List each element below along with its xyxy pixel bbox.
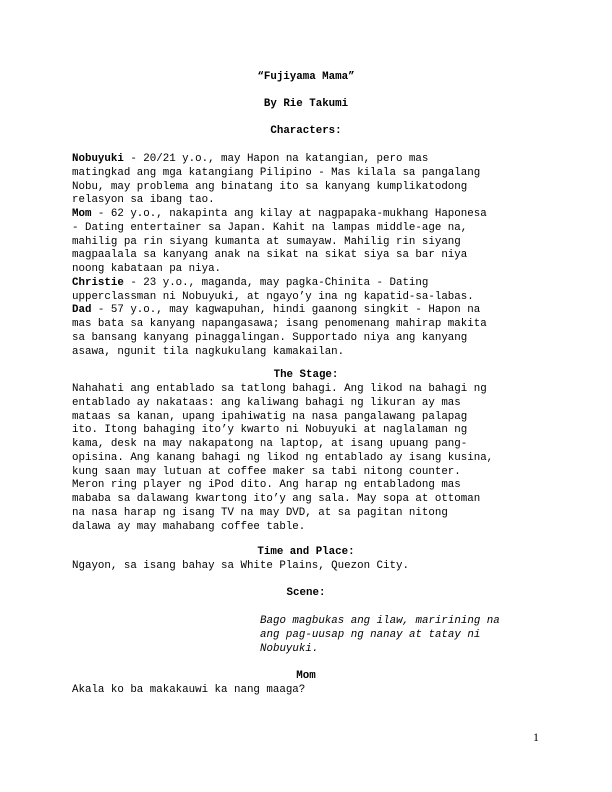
text-line: Nobuyuki - 20/21 y.o., may Hapon na katangian, pero mas — [72, 153, 429, 165]
text-line: Mom - 62 y.o., nakapinta ang kilay at nagpapaka-mukhang Haponesa — [72, 208, 487, 220]
text-line: ang pag-uusap ng nanay at tatay ni — [260, 628, 481, 641]
text-line: magpaalala sa kanyang anak na sikat na sikat siya sa bar niya — [72, 249, 468, 262]
text-line: mataas sa kanan, upang ipahiwatig na nasa pangalawang palapag — [72, 410, 468, 423]
play-title: “Fujiyama Mama” — [257, 71, 355, 83]
text-line: matingkad ang mga katangiang Pilipino - Mas kilala sa pangalang — [72, 166, 481, 179]
stage-description — [72, 383, 493, 534]
text-line: kung saan may lutuan at coffee maker sa tabi nitong counter. — [72, 465, 461, 478]
text-line: sa bansang kanyang pinaggalingan. Supportado niya ang kanyang — [72, 331, 468, 344]
character-name: Christie — [72, 276, 124, 289]
text-line: Dad - 57 y.o., may kagwapuhan, hindi gaanong singkit - Hapon na — [72, 304, 481, 317]
text-line: mas bata sa kanyang napangasawa; isang penomenang mahirap makita — [72, 318, 487, 330]
text-line: Bago magbukas ang ilaw, maririning na — [260, 615, 500, 627]
text-line: Nobuyuki. — [260, 642, 319, 655]
dialogue-speaker: Mom — [296, 670, 316, 682]
scene-direction — [260, 615, 500, 656]
text-line: - Dating entertainer sa Japan. Kahit na lampas middle-age na, — [72, 221, 468, 234]
character-list — [72, 153, 487, 359]
text-line: ito. Itong bahaging ito’y kwarto ni Nobuyuki at naglalaman ng — [72, 424, 468, 437]
text-line: mababa sa dalawang kwartong ito’y ang sala. May sopa at ottoman — [72, 493, 481, 505]
text-line: upperclassman ni Nobuyuki, at ngayo’y ina ng kapatid-sa-labas. — [72, 290, 474, 303]
stage-heading: The Stage: — [273, 369, 339, 381]
text-line: Christie - 23 y.o., maganda, may pagka-Chinita - Dating — [72, 276, 429, 289]
dialogue-text: Akala ko ba makakauwi ka nang maaga? — [72, 684, 306, 696]
page-number: 1 — [533, 730, 539, 744]
text-line: Nobu, may problema ang binatang ito sa kanyang kumplikatodong — [72, 180, 468, 193]
text-line: relasyon sa ibang tao. — [72, 194, 215, 207]
text-line: na nasa harap ng isang TV na may DVD, at sa pagitan nitong — [72, 506, 448, 519]
character-name: Mom — [72, 208, 92, 220]
text-line: Nahahati ang entablado sa tatlong bahagi. Ang likod na bahagi ng — [72, 383, 487, 395]
time-place-heading: Time and Place: — [257, 546, 355, 558]
text-line: dalawa ay may mahabang coffee table. — [72, 520, 306, 533]
text-line: entablado ay nakataas: ang kaliwang bahagi ng likuran ay mas — [72, 396, 461, 409]
time-place-text: Ngayon, sa isang bahay sa White Plains, Quezon City. — [72, 560, 409, 572]
text-line: asawa, ngunit tila nagkukulang kamakailan. — [72, 345, 345, 358]
text-line: noong kabataan pa niya. — [72, 263, 222, 275]
text-line: opisina. Ang kanang bahagi ng likod ng entablado ay isang kusina, — [72, 451, 494, 464]
text-line: Meron ring player ng iPod dito. Ang harap ng entabladong mas — [72, 479, 461, 492]
characters-heading: Characters: — [270, 125, 342, 137]
scene-heading: Scene: — [286, 587, 326, 599]
character-name: Dad — [72, 304, 92, 317]
author-line: By Rie Takumi — [263, 98, 349, 110]
character-name: Nobuyuki — [72, 153, 124, 165]
text-line: mahilig pa rin siyang kumanta at sumayaw. Mahilig rin siyang — [72, 235, 461, 248]
text-line: kama, desk na may nakapatong na laptop, at isang upuang pang- — [72, 438, 468, 450]
